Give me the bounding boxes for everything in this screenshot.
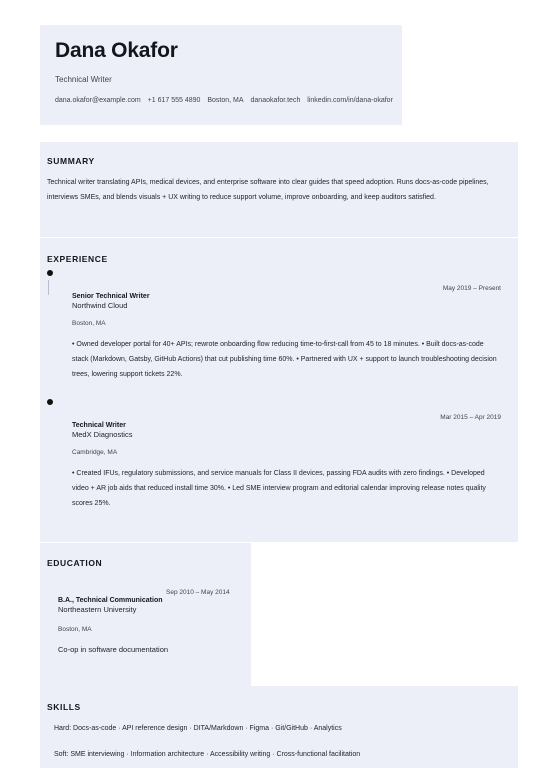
job-title: Senior Technical Writer <box>72 293 150 300</box>
contact-phone[interactable]: +1 617 555 4890 <box>147 97 201 104</box>
summary-text: Technical writer translating APIs, medical devices, and enterprise software into clear guides that speed adoption. Runs docs-as-code pipelines, interviews SMEs, and blends visuals + UX writing to reduce support volume, improve onboarding, and keep auditors satisfied. <box>47 179 489 201</box>
job-description: • Owned developer portal for 40+ APIs; rewrote onboarding flow reducing time-to-first-call from 45 to 18 minutes. • Built docs-as-code stack (Markdown, Gatsby, GitHub Actions) that cut publishing time 60%. • Partnered with UX + support to launch troubleshooting decision trees, lowering support tickets 22%. <box>72 341 497 378</box>
education-title: EDUCATION <box>47 558 103 568</box>
summary-title: SUMMARY <box>47 156 95 166</box>
job-dates: Mar 2015 – Apr 2019 <box>440 414 501 421</box>
skills-section <box>40 686 518 768</box>
experience-title: EXPERIENCE <box>47 254 108 264</box>
job-description: • Created IFUs, regulatory submissions, and service manuals for Class II devices, passing FDA audits with zero findings. • Developed video + AR job aids that reduced install time 30%. • Led SME interview program and editorial calendar improving release notes quality scores 25%. <box>72 470 486 507</box>
job-header <box>72 414 501 429</box>
education-location: Boston, MA <box>58 626 92 633</box>
candidate-role: Technical Writer <box>55 75 112 84</box>
education-header <box>58 589 243 604</box>
candidate-name: Dana Okafor <box>55 39 178 62</box>
soft-skills: Soft: SME interviewing · Information architecture · Accessibility writing · Cross-functional facilitation <box>54 751 361 758</box>
timeline-dot-icon <box>47 399 53 405</box>
timeline-dot-icon <box>47 270 53 276</box>
contact-location: Boston, MA <box>207 97 244 104</box>
contact-linkedin[interactable]: linkedin.com/in/dana-okafor <box>307 97 393 104</box>
job-location: Cambridge, MA <box>72 449 118 456</box>
job-company: MedX Diagnostics <box>72 430 133 439</box>
education-dates: Sep 2010 – May 2014 <box>166 589 230 596</box>
timeline-line <box>48 280 49 295</box>
contact-website[interactable]: danaokafor.tech <box>250 97 301 104</box>
job-header <box>72 285 501 300</box>
education-note: Co-op in software documentation <box>58 645 169 654</box>
job-company: Northwind Cloud <box>72 301 128 310</box>
education-section <box>40 543 251 686</box>
skills-title: SKILLS <box>47 702 81 712</box>
education-school: Northeastern University <box>58 605 137 614</box>
contact-email[interactable]: dana.okafor@example.com <box>55 97 141 104</box>
hard-skills: Hard: Docs-as-code · API reference design · DITA/Markdown · Figma · Git/GitHub · Analytics <box>54 725 342 732</box>
contact-line <box>55 97 393 104</box>
job-dates: May 2019 – Present <box>442 285 501 292</box>
job-title: Technical Writer <box>72 422 126 429</box>
resume-header <box>40 25 402 125</box>
summary-section <box>40 142 518 237</box>
experience-section <box>40 238 518 542</box>
job-location: Boston, MA <box>72 320 106 327</box>
education-degree: B.A., Technical Communication <box>58 597 163 604</box>
